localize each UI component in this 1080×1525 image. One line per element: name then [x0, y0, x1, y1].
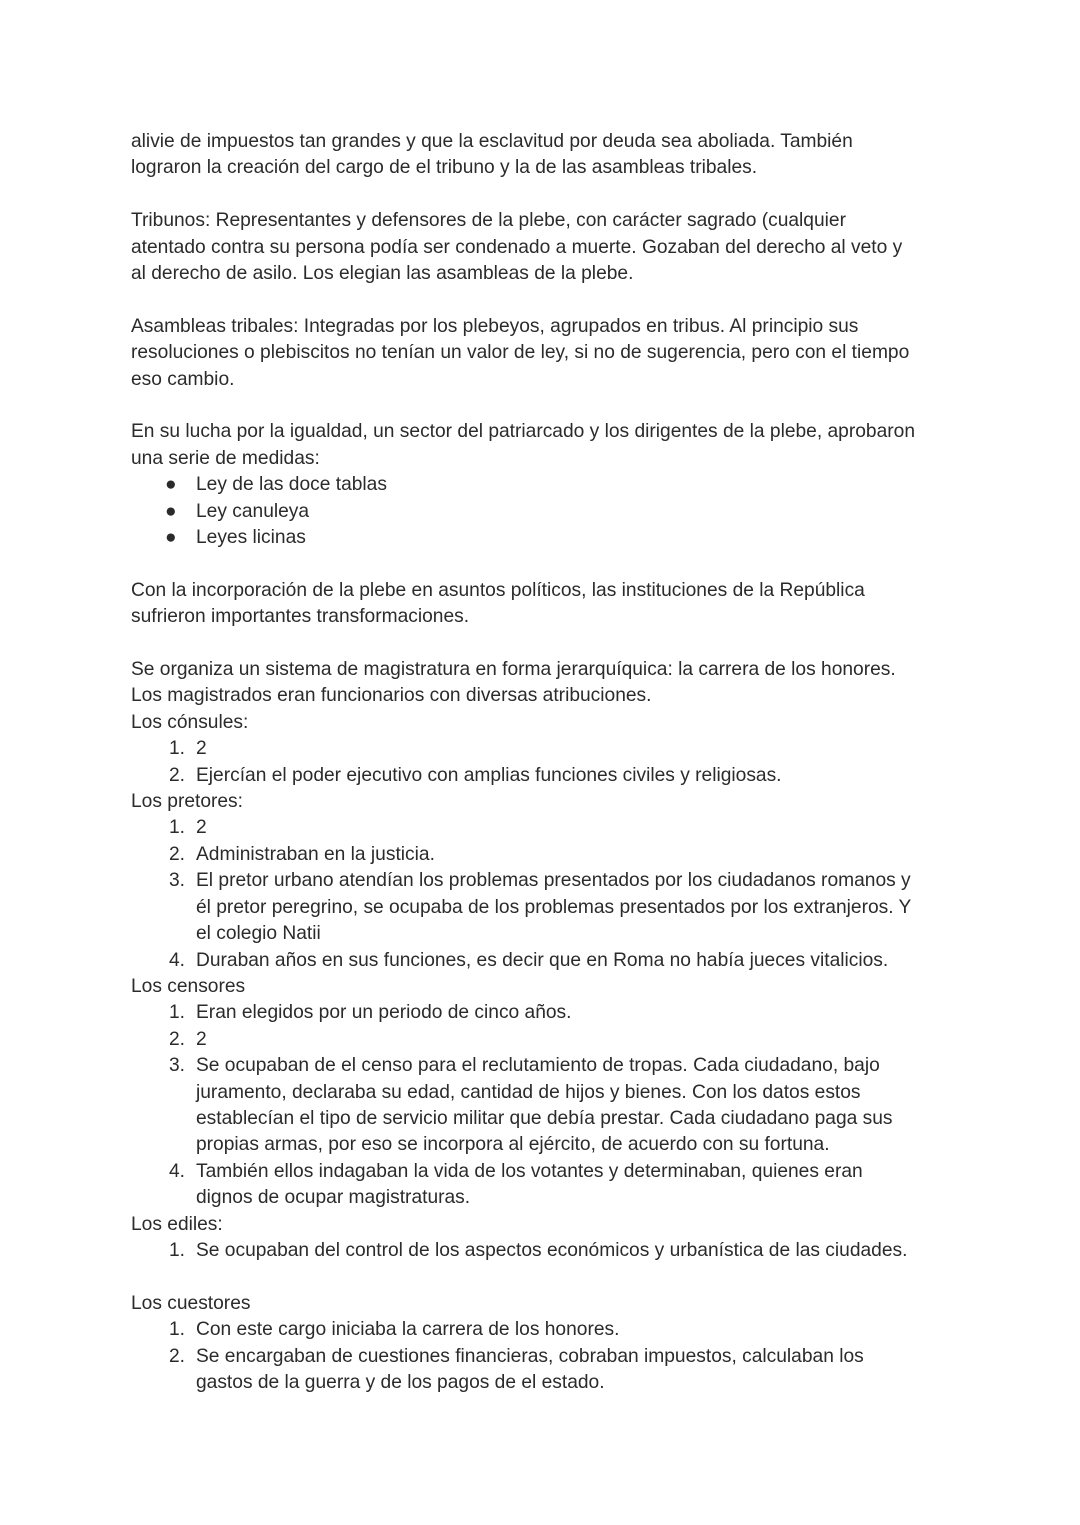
list-item-text: Con este cargo iniciaba la carrera de los honores.	[196, 1319, 620, 1341]
censores-list	[131, 1000, 961, 1211]
list-item	[131, 868, 961, 947]
list-item-text: 2	[196, 738, 207, 760]
asambleas-paragraph	[131, 314, 961, 393]
list-number: 1.	[168, 1319, 185, 1341]
list-item	[131, 763, 961, 789]
asambleas-line: resoluciones o plebiscitos no tenían un valor de ley, si no de sugerencia, pero con el tiempo	[131, 342, 910, 364]
igualdad-line: una serie de medidas:	[131, 447, 320, 469]
list-number: 2.	[168, 764, 185, 786]
list-item	[131, 525, 961, 551]
list-item-text: propias armas, por eso se incorpora al ejército, de acuerdo con su fortuna.	[196, 1134, 830, 1156]
list-item	[131, 1317, 961, 1343]
list-item-text: Ley canuleya	[196, 500, 310, 522]
tribunos-line: Tribunos: Representantes y defensores de la plebe, con carácter sagrado (cualquier	[131, 210, 846, 232]
asambleas-line: eso cambio.	[131, 368, 235, 390]
list-item-text: Duraban años en sus funciones, es decir que en Roma no había jueces vitalicios.	[196, 949, 889, 971]
list-item-text: Se encargaban de cuestiones financieras, cobraban impuestos, calculaban los	[196, 1345, 864, 1367]
list-number: 2.	[168, 1345, 185, 1367]
list-item-text: Eran elegidos por un periodo de cinco años.	[196, 1002, 572, 1024]
medidas-list	[131, 472, 961, 551]
list-item-text: Se ocupaban del control de los aspectos económicos y urbanística de las ciudades.	[196, 1239, 908, 1261]
bullet-icon: ●	[165, 527, 177, 549]
consules-heading: Los cónsules:	[131, 711, 249, 733]
pretores-list	[131, 815, 961, 973]
list-item-text: Ejercían el poder ejecutivo con amplias funciones civiles y religiosas.	[196, 764, 782, 786]
list-number: 3.	[168, 870, 185, 892]
incorporacion-line: sufrieron importantes transformaciones.	[131, 606, 470, 628]
incorporacion-line: Con la incorporación de la plebe en asuntos políticos, las instituciones de la República	[131, 579, 865, 601]
list-item-text: gastos de la guerra y de los pagos de el estado.	[196, 1372, 605, 1393]
list-item-text: él pretor peregrino, se ocupaba de los problemas presentados por los extranjeros. Y	[196, 896, 912, 918]
list-number: 1.	[168, 738, 185, 760]
censores-heading: Los censores	[131, 975, 246, 997]
list-item-text: dignos de ocupar magistraturas.	[196, 1187, 471, 1209]
list-item-text: Leyes licinas	[196, 527, 306, 549]
incorporacion-paragraph	[131, 578, 961, 631]
magistratura-line: Los magistrados eran funcionarios con diversas atribuciones.	[131, 685, 652, 707]
list-number: 3.	[168, 1055, 185, 1077]
list-item	[131, 472, 961, 498]
magistratura-paragraph	[131, 657, 961, 710]
ediles-heading: Los ediles:	[131, 1213, 223, 1235]
list-item-text: juramento, declaraba su edad, cantidad de hijos y bienes. Con los datos estos	[196, 1081, 861, 1103]
cuestores-list	[131, 1317, 961, 1396]
list-item-text: 2	[196, 817, 207, 839]
list-item-text: También ellos indagaban la vida de los votantes y determinaban, quienes eran	[196, 1160, 863, 1182]
tribunos-paragraph	[131, 208, 961, 287]
cuestores-heading: Los cuestores	[131, 1292, 251, 1314]
list-item	[131, 736, 961, 762]
list-number: 1.	[168, 1239, 185, 1261]
list-item	[131, 1000, 961, 1026]
document-page	[131, 129, 961, 1396]
igualdad-paragraph	[131, 419, 961, 472]
list-item	[131, 499, 961, 525]
magistratura-line: Se organiza un sistema de magistratura en forma jerarquíquica: la carrera de los honores.	[131, 659, 896, 681]
intro-paragraph	[131, 129, 961, 182]
list-number: 1.	[168, 1002, 185, 1024]
list-item	[131, 842, 961, 868]
igualdad-line: En su lucha por la igualdad, un sector del patriarcado y los dirigentes de la plebe, aprobaron	[131, 421, 915, 443]
list-item	[131, 1159, 961, 1212]
list-item-text: establecían el tipo de servicio militar que debía prestar. Cada ciudadano paga sus	[196, 1107, 893, 1129]
list-item-text: Se ocupaban de el censo para el reclutamiento de tropas. Cada ciudadano, bajo	[196, 1055, 880, 1077]
list-item-text: El pretor urbano atendían los problemas presentados por los ciudadanos romanos y	[196, 870, 911, 892]
intro-line: alivie de impuestos tan grandes y que la esclavitud por deuda sea aboliada. También	[131, 131, 853, 152]
bullet-icon: ●	[165, 500, 177, 522]
list-item-text: Ley de las doce tablas	[196, 474, 387, 496]
list-number: 1.	[168, 817, 185, 839]
list-item	[131, 1053, 961, 1159]
list-item-text: el colegio Natii	[196, 923, 321, 945]
list-item	[131, 815, 961, 841]
bullet-icon: ●	[165, 474, 177, 496]
pretores-heading: Los pretores:	[131, 791, 243, 813]
list-item-text: 2	[196, 1028, 207, 1050]
list-item-text: Administraban en la justicia.	[196, 843, 435, 865]
tribunos-line: al derecho de asilo. Los elegian las asambleas de la plebe.	[131, 263, 634, 285]
list-number: 4.	[168, 1160, 185, 1182]
list-number: 2.	[168, 843, 185, 865]
tribunos-line: atentado contra su persona podía ser condenado a muerte. Gozaban del derecho al veto y	[131, 236, 903, 258]
list-number: 2.	[168, 1028, 185, 1050]
list-item	[131, 1238, 961, 1264]
list-number: 4.	[168, 949, 185, 971]
list-item	[131, 948, 961, 974]
list-item	[131, 1027, 961, 1053]
consules-list	[131, 736, 961, 789]
asambleas-line: Asambleas tribales: Integradas por los plebeyos, agrupados en tribus. Al principio sus	[131, 315, 859, 337]
ediles-list	[131, 1238, 961, 1264]
list-item	[131, 1344, 961, 1397]
intro-line: lograron la creación del cargo de el tribuno y la de las asambleas tribales.	[131, 157, 758, 179]
